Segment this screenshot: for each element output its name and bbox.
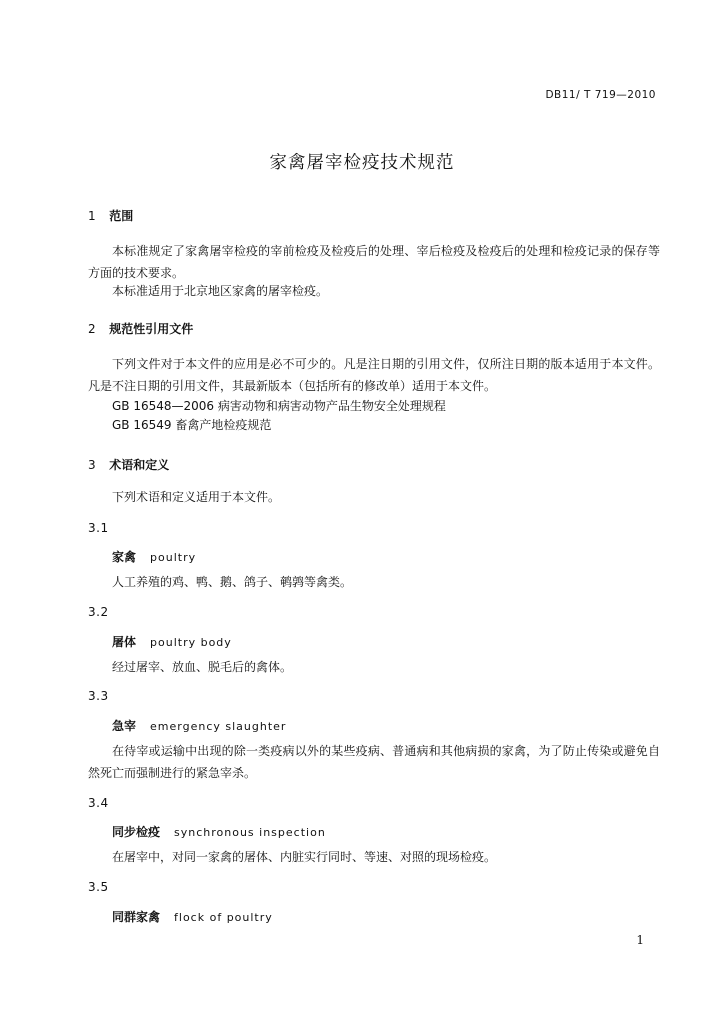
term-zh: 同群家禽 bbox=[112, 910, 161, 924]
term-entry bbox=[112, 717, 286, 734]
paragraph-scope-2: 本标准适用于北京地区家禽的屠宰检疫。 bbox=[112, 284, 329, 298]
paragraph-references: 下列文件对于本文件的应用是必不可少的。凡是注日期的引用文件，仅所注日期的版本适用于本文件。凡是不注日期的引用文件，其最新版本（包括所有的修改单）适用于本文件。 bbox=[88, 357, 660, 393]
term-entry bbox=[112, 633, 232, 650]
term-entry bbox=[112, 908, 273, 925]
term-zh: 急宰 bbox=[112, 719, 137, 733]
clause-number: 3.4 bbox=[88, 796, 109, 810]
term-zh: 屠体 bbox=[112, 635, 137, 649]
term-en: emergency slaughter bbox=[150, 720, 287, 733]
clause-number: 3.5 bbox=[88, 880, 109, 894]
section-heading-2 bbox=[88, 320, 193, 337]
reference-item-1: GB 16548—2006 病害动物和病害动物产品生物安全处理规程 bbox=[112, 399, 446, 413]
term-definition: 在屠宰中，对同一家禽的屠体、内脏实行同时、等速、对照的现场检疫。 bbox=[112, 850, 497, 864]
section-number: 2 bbox=[88, 322, 96, 336]
term-entry bbox=[112, 823, 326, 840]
section-title: 范围 bbox=[109, 209, 134, 223]
term-definition: 经过屠宰、放血、脱毛后的禽体。 bbox=[112, 660, 293, 674]
clause-number: 3.2 bbox=[88, 605, 109, 619]
page-number: 1 bbox=[636, 933, 644, 947]
section-number: 3 bbox=[88, 458, 96, 472]
standard-code: DB11/ T 719—2010 bbox=[545, 89, 656, 101]
term-entry bbox=[112, 548, 196, 565]
term-en: poultry bbox=[150, 551, 197, 564]
term-zh: 同步检疫 bbox=[112, 825, 161, 839]
clause-number: 3.3 bbox=[88, 689, 109, 703]
reference-item-2: GB 16549 畜禽产地检疫规范 bbox=[112, 418, 272, 432]
term-definition: 人工养殖的鸡、鸭、鹅、鸽子、鹌鹑等禽类。 bbox=[112, 575, 353, 589]
section-title: 术语和定义 bbox=[109, 458, 170, 472]
term-en: flock of poultry bbox=[174, 911, 273, 924]
term-en: synchronous inspection bbox=[174, 826, 326, 839]
section-number: 1 bbox=[88, 209, 96, 223]
term-definition: 在待宰或运输中出现的除一类疫病以外的某些疫病、普通病和其他病损的家禽，为了防止传染或避免自然死亡而强制进行的紧急宰杀。 bbox=[88, 744, 660, 780]
paragraph-terms-intro: 下列术语和定义适用于本文件。 bbox=[112, 490, 281, 504]
clause-number: 3.1 bbox=[88, 521, 109, 535]
paragraph-scope-1: 本标准规定了家禽屠宰检疫的宰前检疫及检疫后的处理、宰后检疫及检疫后的处理和检疫记录的保存等方面的技术要求。 bbox=[88, 244, 660, 280]
section-heading-3 bbox=[88, 456, 169, 473]
term-zh: 家禽 bbox=[112, 550, 137, 564]
section-title: 规范性引用文件 bbox=[109, 322, 194, 336]
document-title: 家禽屠宰检疫技术规范 bbox=[269, 153, 455, 173]
term-en: poultry body bbox=[150, 636, 232, 649]
section-heading-1 bbox=[88, 207, 133, 224]
